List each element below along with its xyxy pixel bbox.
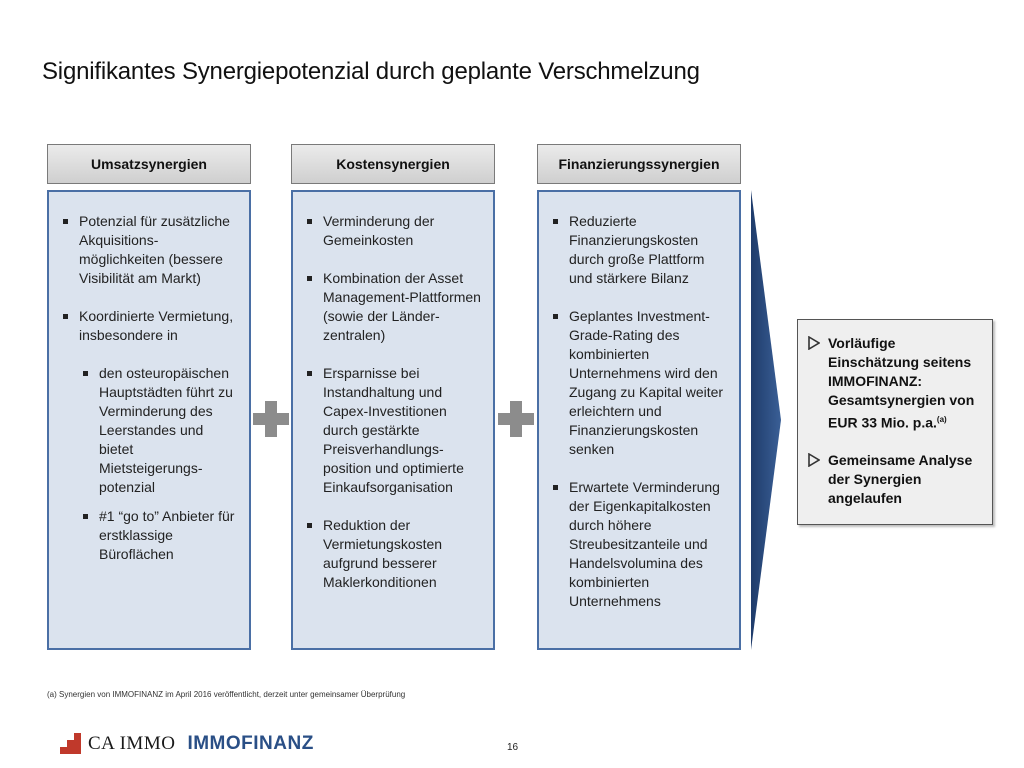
page-number: 16 <box>507 742 519 753</box>
column-body-finanzierungssynergien <box>537 190 741 650</box>
column-header-finanzierungssynergien: Finanzierungssynergien <box>537 144 741 184</box>
bullet-item: Reduzierte Finanzierungskosten durch große Plattform und stärkere Bilanz <box>569 212 729 288</box>
bullet-item: Erwartete Verminderung der Eigenkapitalkosten durch höhere Streubesitzanteile und Handelsvolumina des kombinierten Unternehmens <box>569 478 729 611</box>
sub-bullet-item: den osteuropäischen Hauptstädten führt zu Verminderung des Leerstandes und bietet Mietsteigerungs-potenzial <box>99 364 239 497</box>
bullet-item: Ersparnisse bei Instandhaltung und Capex-Investitionen durch gestärkte Preisverhandlungs-position und optimierte Einkaufsorganisation <box>323 364 483 497</box>
triangle-bullet-icon <box>808 453 820 467</box>
column-header-kostensynergien: Kostensynergien <box>291 144 495 184</box>
chevron-arrow-icon <box>751 190 781 650</box>
result-item-text: Gemeinsame Analyse der Synergien angelaufen <box>828 451 973 506</box>
column-body-umsatzsynergien <box>47 190 251 650</box>
footnote-marker: (a) <box>936 415 947 424</box>
bullet-item: Reduktion der Vermietungskosten aufgrund besserer Maklerkonditionen <box>323 516 483 592</box>
footnote: (a) Synergien von IMMOFINANZ im April 2016 veröffentlicht, derzeit unter gemeinsamer Überprüfung <box>47 690 406 699</box>
bullet-item: Potenzial für zusätzliche Akquisitions-möglichkeiten (bessere Visibilität am Markt) <box>79 212 239 288</box>
result-box <box>797 319 993 525</box>
bullet-item: Verminderung der Gemeinkosten <box>323 212 483 250</box>
page-title: Signifikantes Synergiepotenzial durch geplante Verschmelzung <box>42 58 700 85</box>
logo-text-ca-immo: CA IMMO <box>88 733 176 754</box>
column-body-kostensynergien <box>291 190 495 650</box>
plus-icon <box>498 401 534 437</box>
logo-text-immofinanz: IMMOFINANZ <box>187 733 314 754</box>
column-header-umsatzsynergien: Umsatzsynergien <box>47 144 251 184</box>
company-logo <box>60 733 314 755</box>
result-item <box>808 451 982 508</box>
logo-blocks-icon <box>60 733 82 755</box>
result-item <box>808 334 982 433</box>
sub-bullet-item: #1 “go to” Anbieter für erstklassige Büroflächen <box>99 507 239 564</box>
bullet-item <box>79 307 239 564</box>
bullet-item: Geplantes Investment-Grade-Rating des kombinierten Unternehmens wird den Zugang zu Kapital weiter erleichtern und Finanzierungskosten senken <box>569 307 729 459</box>
result-item-text: Vorläufige Einschätzung seitens IMMOFINANZ: Gesamtsynergien von EUR 33 Mio. p.a. <box>828 335 975 431</box>
triangle-bullet-icon <box>808 336 820 350</box>
bullet-item: Kombination der Asset Management-Plattformen (sowie der Länder-zentralen) <box>323 269 483 345</box>
plus-icon <box>253 401 289 437</box>
bullet-text: Koordinierte Vermietung, insbesondere in <box>79 308 234 343</box>
